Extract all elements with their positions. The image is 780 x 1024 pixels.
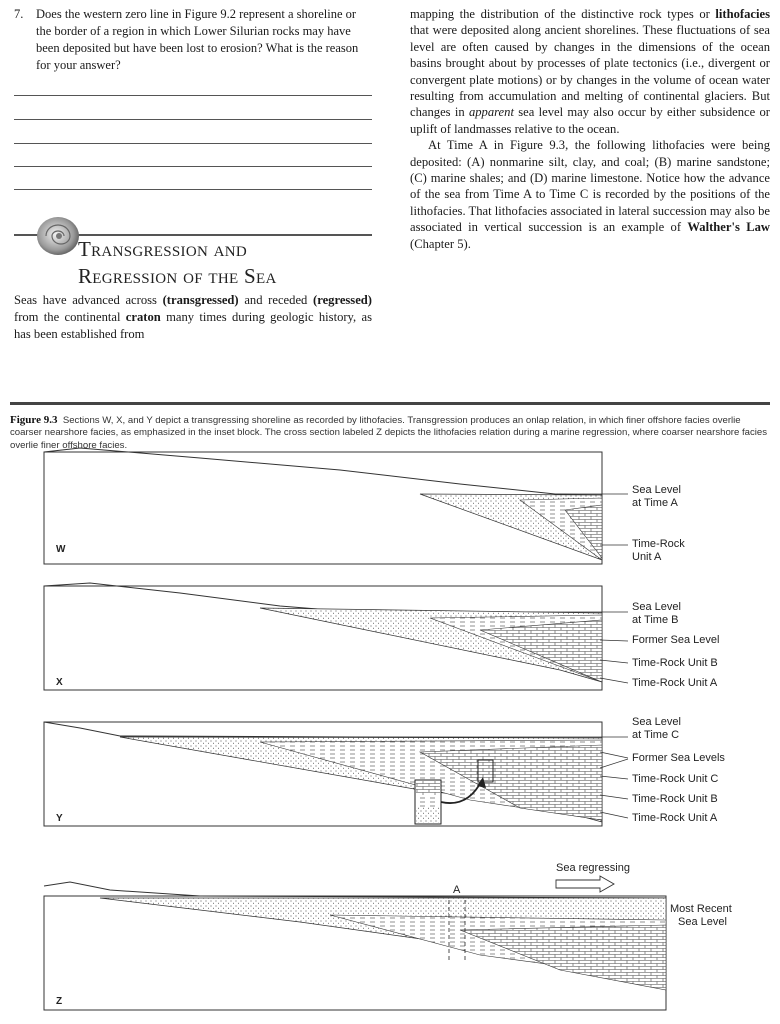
x-label-former-sea-level: Former Sea Level	[632, 634, 720, 646]
w-label-sea-level: Sea Level	[632, 484, 681, 496]
w-label-time-a: at Time A	[632, 497, 678, 509]
term-craton: craton	[125, 310, 161, 324]
w-label-unit-a: Unit A	[632, 551, 662, 563]
p2-text-2: (Chapter 5).	[410, 236, 471, 251]
z-column-letter: A	[453, 884, 461, 896]
intro-text-3: from the continental	[14, 310, 126, 324]
p1-text-3: sea level may also occur by either subsidence or uplift of landmasses relative to the ocean.	[410, 105, 771, 136]
figure-label: Figure 9.3	[10, 414, 58, 426]
section-z-letter: Z	[56, 996, 63, 1007]
y-label-unit-a: Time-Rock Unit A	[632, 812, 718, 824]
right-paragraph-1	[410, 6, 770, 137]
section-heading	[78, 236, 277, 290]
right-paragraph-2	[410, 137, 770, 252]
y-label-unit-b: Time-Rock Unit B	[632, 793, 718, 805]
section-y	[44, 722, 628, 826]
term-walthers-law: Walther's Law	[687, 220, 770, 235]
question-text: Does the western zero line in Figure 9.2 represent a shoreline or the border of a region in which Lower Silurian rocks may have been deposited but have been lost to erosion? What is the reason for your answer?	[36, 7, 359, 72]
figure-caption-text: Sections W, X, and Y depict a transgressing shoreline as recorded by lithofacies. Transgression produces an onlap relation, in which finer offshore facies overlie coarser nearshore facies, as emphasized in the inset block. The cross section labeled Z depicts the lithofacies relation during a marine regression, where coarser nearshore facies overlie finer offshore facies.	[10, 415, 768, 451]
intro-text-4: many times during geologic history, as has been established from	[14, 310, 372, 341]
y-label-unit-c: Time-Rock Unit C	[632, 773, 719, 785]
section-w-letter: W	[56, 544, 66, 555]
section-x	[44, 583, 628, 690]
y-label-former-sea-levels: Former Sea Levels	[632, 752, 725, 764]
question-block	[14, 6, 372, 74]
intro-text-1: Seas have advanced across	[14, 293, 163, 307]
answer-line-3[interactable]	[14, 143, 372, 144]
heading-line-1: Transgression and	[78, 237, 248, 261]
z-label-sea-regressing: Sea regressing	[556, 862, 630, 874]
answer-line-5[interactable]	[14, 189, 372, 190]
x-label-time-b: at Time B	[632, 614, 679, 626]
question-number: 7.	[14, 7, 24, 21]
z-label-sea-level: Sea Level	[678, 916, 727, 928]
term-transgressed: (transgressed)	[162, 293, 239, 307]
p1-text-1: mapping the distribution of the distinctive rock types or	[410, 7, 716, 21]
answer-line-2[interactable]	[14, 119, 372, 120]
w-label-time-rock: Time-Rock	[632, 538, 685, 550]
figure-rule	[10, 402, 770, 405]
section-z	[44, 876, 666, 1010]
z-label-most-recent: Most Recent	[670, 903, 732, 915]
answer-line-1[interactable]	[14, 95, 372, 96]
term-regressed: (regressed)	[313, 293, 372, 307]
x-label-unit-b: Time-Rock Unit B	[632, 657, 718, 669]
intro-paragraph	[14, 292, 372, 343]
term-lithofacies: lithofacies	[715, 7, 770, 21]
section-w	[44, 448, 628, 564]
p1-text-2: that were deposited along ancient shorelines. These fluctuations of sea level are often caused by changes in the dimensions of the ocean basins brought about by processes of plate tectonics (i.e., divergent or convergent plate motions) or by changes in the volume of ocean water resulting from accumulation and melting of continental glaciers. But changes in	[410, 23, 770, 120]
y-label-time-c: at Time C	[632, 729, 680, 741]
section-y-letter: Y	[56, 813, 63, 824]
x-label-unit-a: Time-Rock Unit A	[632, 677, 718, 689]
answer-line-4[interactable]	[14, 166, 372, 167]
right-column	[410, 6, 770, 252]
term-apparent: apparent	[468, 105, 514, 120]
intro-text-2: and receded	[238, 293, 314, 307]
ammonite-shell-icon	[30, 210, 82, 262]
p2-text-1: At Time A in Figure 9.3, the following lithofacies were being deposited: (A) nonmarine silt, clay, and coal; (B) marine sandstone; (C) marine shales; and (D) marine limestone. Notice how the advance of the sea from Time A to Time C is recorded by the positions of the lithofacies. That lithofacies associated in lateral succession may also be associated in vertical succession is an example of	[410, 138, 770, 235]
y-label-sea-level: Sea Level	[632, 716, 681, 728]
x-label-sea-level: Sea Level	[632, 601, 681, 613]
section-x-letter: X	[56, 677, 63, 688]
heading-line-2: Regression of the Sea	[78, 264, 277, 288]
